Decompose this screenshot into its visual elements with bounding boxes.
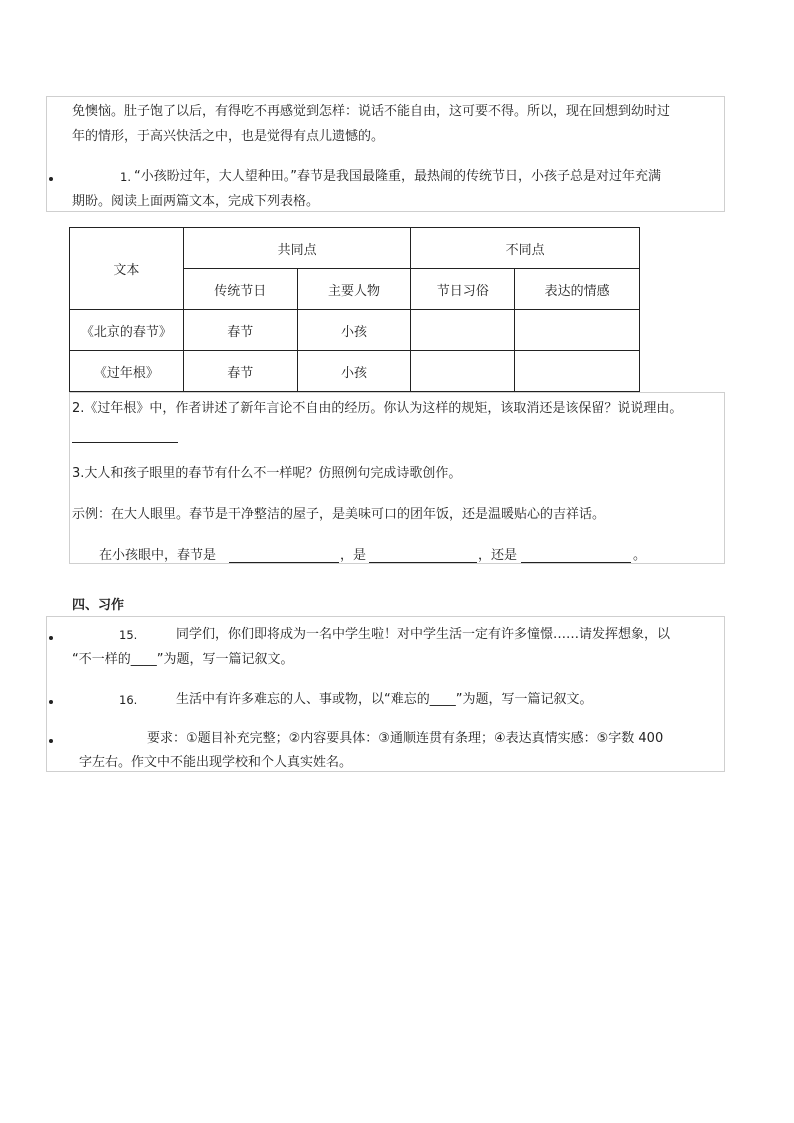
cell-text: 《过年根》 xyxy=(70,351,184,392)
cell-text: 《北京的春节》 xyxy=(70,310,184,351)
q2-text: 2.《过年根》中，作者讲述了新年言论不自由的经历。你认为这样的规矩，该取消还是该保留？说说理由。 xyxy=(72,401,683,416)
item15-line-1: 同学们，你们即将成为一名中学生啦！对中学生活一定有许多憧憬……请发挥想象，以 xyxy=(176,627,671,642)
q3-fill-a: 在小孩眼中，春节是 xyxy=(99,548,217,563)
q3-blank-2[interactable] xyxy=(369,562,477,563)
bullet-q1 xyxy=(49,177,53,181)
item15-number: 15. xyxy=(119,628,138,642)
section4-heading: 四、习作 xyxy=(72,598,125,613)
requirements-line-1: 要求：①题目补充完整；②内容要具体：③通顺连贯有条理；④表达真情实感：⑤字数 400 xyxy=(147,731,664,746)
table-row xyxy=(70,310,640,351)
header-festival: 传统节日 xyxy=(183,269,297,310)
comparison-table xyxy=(69,227,640,392)
q1-number: 1. xyxy=(120,170,131,184)
item15-line-2: “不一样的____”为题，写一篇记叙文。 xyxy=(72,652,294,667)
passage-line-1: 免懊恼。肚子饱了以后，有得吃不再感觉到怎样：说话不能自由，这可要不得。所以，现在回想到幼时过 xyxy=(72,104,671,119)
q3-blank-1[interactable] xyxy=(229,562,339,563)
q3-prompt: 3.大人和孩子眼里的春节有什么不一样呢？仿照例句完成诗歌创作。 xyxy=(72,466,462,481)
passage-line-2: 年的情形，于高兴快活之中，也是觉得有点儿遗憾的。 xyxy=(72,129,385,144)
header-emotion: 表达的情感 xyxy=(515,269,640,310)
q2-answer-line[interactable] xyxy=(72,442,178,443)
cell-emotion-blank[interactable] xyxy=(515,351,640,392)
q3-blank-3[interactable] xyxy=(521,562,631,563)
q3-fill-c: ，还是 xyxy=(478,548,518,563)
bullet-16 xyxy=(49,700,53,704)
cell-custom-blank[interactable] xyxy=(411,310,515,351)
header-text: 文本 xyxy=(70,228,184,310)
cell-person: 小孩 xyxy=(297,351,411,392)
cell-festival: 春节 xyxy=(183,310,297,351)
header-custom: 节日习俗 xyxy=(411,269,515,310)
q3-fill-b: ，是 xyxy=(340,548,367,563)
cell-emotion-blank[interactable] xyxy=(515,310,640,351)
cell-festival: 春节 xyxy=(183,351,297,392)
requirements-line-2: 字左右。作文中不能出现学校和个人真实姓名。 xyxy=(79,755,353,770)
q3-example: 示例：在大人眼里。春节是干净整洁的屋子，是美味可口的团年饭，还是温暖贴心的吉祥话。 xyxy=(72,507,606,522)
table-row xyxy=(70,351,640,392)
item16-number: 16. xyxy=(119,693,138,707)
bullet-req xyxy=(49,739,53,743)
cell-person: 小孩 xyxy=(297,310,411,351)
bullet-15 xyxy=(49,636,53,640)
q1-line-2: 期盼。阅读上面两篇文本，完成下列表格。 xyxy=(72,194,320,209)
header-same: 共同点 xyxy=(183,228,411,269)
cell-custom-blank[interactable] xyxy=(411,351,515,392)
q3-fill-end: 。 xyxy=(633,548,647,563)
item16-line-1: 生活中有许多难忘的人、事或物，以“难忘的____”为题，写一篇记叙文。 xyxy=(176,692,593,707)
header-person: 主要人物 xyxy=(297,269,411,310)
header-diff: 不同点 xyxy=(411,228,640,269)
q1-line-1: “小孩盼过年，大人望种田。”春节是我国最隆重，最热闹的传统节日，小孩子总是对过年充满 xyxy=(134,169,661,184)
